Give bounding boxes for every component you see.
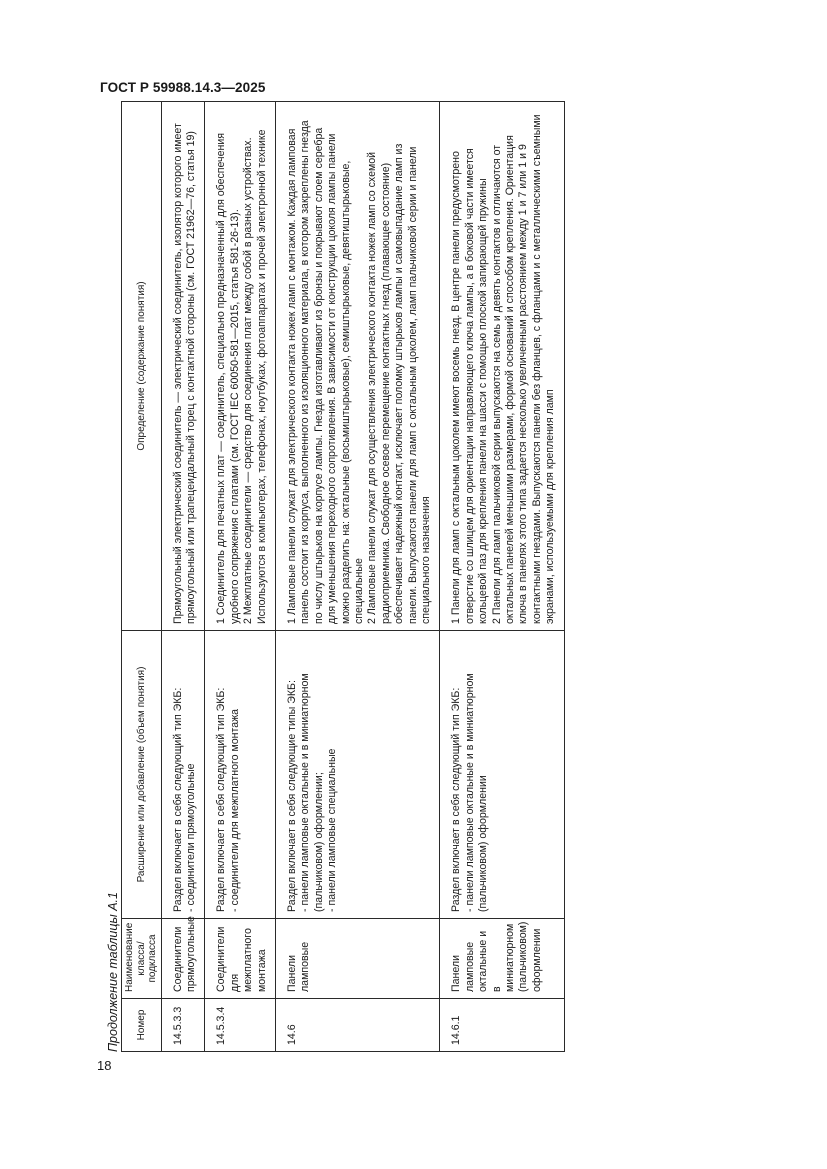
row-extension — [205, 631, 276, 919]
table-header-row — [122, 102, 162, 1052]
row-definition — [275, 102, 439, 631]
page-number: 18 — [97, 1058, 112, 1073]
row-definition — [440, 102, 564, 631]
rotated-table-page — [106, 102, 766, 1052]
row-number: 14.5.3.4 — [205, 999, 276, 1052]
row-class-name: Соединители для межплатного монтажа — [205, 919, 276, 999]
extension-line: Раздел включает в себя следующий тип ЭКБ: — [171, 687, 184, 912]
definition-paragraph: 1 Соединитель для печатных плат — соединитель, специально предназначенный для обеспечения удобного сопряжения с платами (см. ГОСТ IEC 60050-581—2015, статья 581-26-13). — [215, 133, 241, 624]
definition-paragraph: 1 Панели для ламп с октальным цоколем имеют восемь гнезд. В центре панели предусмотрено отверстие со шлицем для ориентации направляющего ключа лампы, а в боковой части имеется кольцевой паз для крепления панели на шасси с помощью плоской запирающей пружины — [450, 148, 490, 624]
row-extension — [161, 631, 205, 919]
column-header-definition: Определение (содержание понятия) — [122, 102, 162, 631]
table-caption: Продолжение таблицы А.1 — [106, 892, 120, 1052]
extension-line: Раздел включает в себя следующий тип ЭКБ: — [215, 687, 228, 912]
definition-paragraph: 1 Ламповые панели служат для электрического контакта ножек ламп с монтажом. Каждая ламповая панель состоит из корпуса, выполненного из изоляционного материала, в котором закреплены гнезда по числу штырьков на корпусе лампы. Гнезда изготавливают из бронзы и покрывают слоем серебра для уменьшения переходного сопротивления. В зависимости от конструкции цоколя лампы панели можно разделить на: октальные (восьмиштырьковые), семиштырьковые, девятиштырьковые, специальные — [285, 120, 365, 624]
table-row — [161, 102, 205, 1052]
column-header-class-name: Наименование класса/подкласса — [122, 919, 162, 999]
definition-paragraph: Прямоугольный электрический соединитель — электрический соединитель, изолятор которого имеет прямоугольный или трапецеидальный торец с контактной стороны (см. ГОСТ 21962—76, статья 19) — [171, 123, 197, 624]
table-row — [275, 102, 439, 1052]
extension-line: - соединители для межплатного монтажа — [228, 708, 241, 912]
row-extension — [275, 631, 439, 919]
row-class-name: Панели ламповые октальные и в миниатюрном (пальчиковом) оформлении — [440, 919, 564, 999]
definition-paragraph: 2 Межплатные соединители — средство для соединения плат между собой в разных устройствах. Используются в компьютерах, телефонах, ноутбуках, фотоаппаратах и прочей электронной технике — [242, 129, 268, 624]
row-extension — [440, 631, 564, 919]
row-number: 14.5.3.3 — [161, 999, 205, 1052]
row-number: 14.6 — [275, 999, 439, 1052]
column-header-number: Номер — [122, 999, 162, 1052]
row-definition — [205, 102, 276, 631]
document-header: ГОСТ Р 59988.14.3—2025 — [100, 80, 266, 95]
definition-paragraph: 2 Панели для ламп пальчиковой серии выпускаются на семь и девять контактов и отличаются от октальных панелей меньшими размерами, формой оснований и способом крепления. Ориентация ключа в панелях этого типа задается несколько увеличенным расстоянием между 1 и 7 или 1 и 9 контактными гнездами. Выпускаются панели без фланцев, с фланцами и с металлическими съемными экранами, используемыми для крепления ламп — [490, 114, 557, 624]
column-header-extension: Расширение или добавление (объем понятия) — [122, 631, 162, 919]
row-definition — [161, 102, 205, 631]
extension-line: - панели ламповые октальные и в миниатюрном (пальчиковом) оформлении; — [299, 673, 325, 912]
extension-line: - панели ламповые специальные — [326, 748, 339, 912]
extension-line: Раздел включает в себя следующие типы ЭКБ: — [285, 680, 298, 912]
classification-table — [121, 101, 565, 1052]
row-number: 14.6.1 — [440, 999, 564, 1052]
row-class-name: Соединители прямоугольные — [161, 919, 205, 999]
extension-line: - соединители прямоугольные — [184, 763, 197, 912]
extension-line: Раздел включает в себя следующий тип ЭКБ: — [450, 687, 463, 912]
extension-line: - панели ламповые октальные и в миниатюрном (пальчиковом) оформлении — [463, 673, 490, 912]
row-class-name: Панели ламповые — [275, 919, 439, 999]
table-row — [205, 102, 276, 1052]
definition-paragraph: 2 Ламповые панели служат для осуществления электрического контакта ножек ламп со схемой радиоприемника. Свободное осевое перемещение контактных гнезд (плавающее состояние) обеспечивает надежный контакт, исключает поломку штырьков лампы и самовыпадание ламп из панели. Выпускаются панели для ламп с октальным цоколем, ламп пальчиковой серии и панели специального назначения — [366, 143, 432, 624]
table-row — [440, 102, 564, 1052]
